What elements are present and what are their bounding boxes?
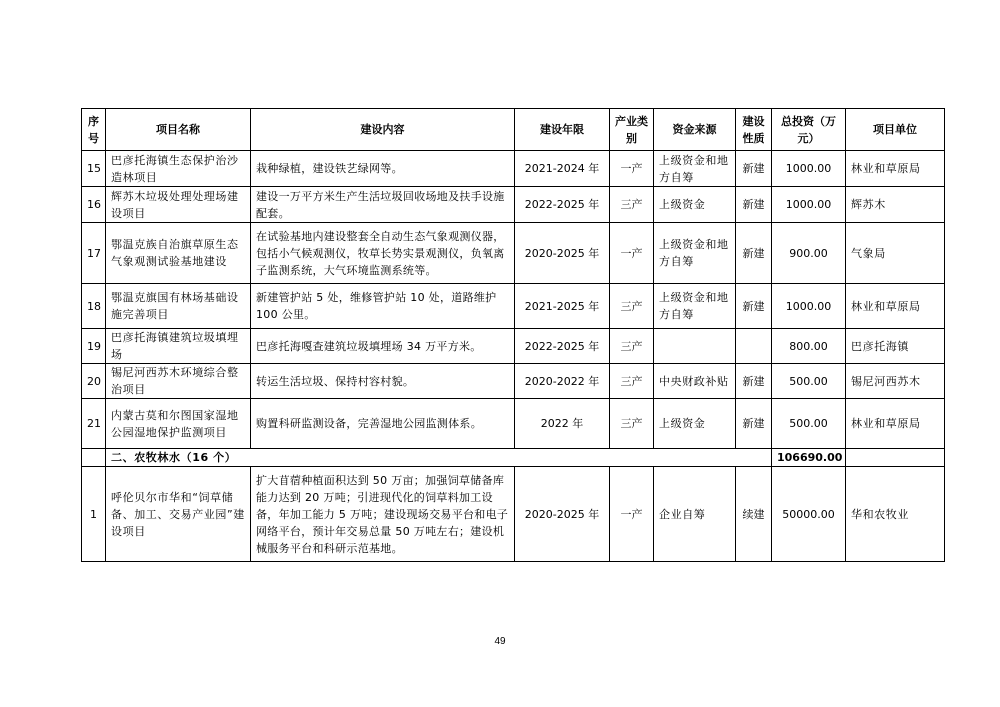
cell-seq: 18 [82, 284, 106, 329]
header-row [82, 109, 945, 151]
cell-industry: 三产 [610, 187, 654, 223]
cell-content: 扩大苜蓿种植面积达到 50 万亩；加强饲草储备库能力达到 20 万吨；引进现代化的饲草料加工设备，年加工能力 5 万吨；建设现场交易平台和电子网络平台，预计年交易总量 50 万吨左右；建设机械服务平台和科研示范基地。 [251, 467, 515, 562]
cell-seq: 20 [82, 364, 106, 399]
cell-name: 巴彦托海镇建筑垃圾填埋场 [106, 329, 251, 364]
cell-nature: 新建 [736, 223, 772, 284]
page-number: 49 [494, 636, 506, 647]
cell-unit: 林业和草原局 [846, 284, 945, 329]
cell-investment: 50000.00 [772, 467, 846, 562]
cell-nature: 新建 [736, 151, 772, 187]
cell-funding: 上级资金 [654, 187, 736, 223]
cell-period: 2022 年 [515, 399, 610, 449]
section-unit-cell [846, 449, 945, 467]
header-seq: 序号 [82, 109, 106, 151]
cell-content: 在试验基地内建设整套全自动生态气象观测仪器，包括小气候观测仪，牧草长势实景观测仪，负氧离子监测系统，大气环境监测系统等。 [251, 223, 515, 284]
table-row [82, 467, 945, 562]
cell-nature: 新建 [736, 399, 772, 449]
table-row [82, 329, 945, 364]
cell-unit: 华和农牧业 [846, 467, 945, 562]
cell-investment: 900.00 [772, 223, 846, 284]
cell-industry: 三产 [610, 399, 654, 449]
cell-nature: 新建 [736, 187, 772, 223]
cell-content: 巴彦托海嘎查建筑垃圾填埋场 34 万平方米。 [251, 329, 515, 364]
cell-period: 2020-2025 年 [515, 223, 610, 284]
cell-nature: 新建 [736, 364, 772, 399]
cell-name: 巴彦托海镇生态保护治沙造林项目 [106, 151, 251, 187]
cell-seq: 16 [82, 187, 106, 223]
cell-unit: 林业和草原局 [846, 151, 945, 187]
cell-seq: 1 [82, 467, 106, 562]
cell-unit: 锡尼河西苏木 [846, 364, 945, 399]
cell-industry: 一产 [610, 223, 654, 284]
table-row [82, 284, 945, 329]
table-row [82, 223, 945, 284]
cell-industry: 三产 [610, 284, 654, 329]
cell-content: 新建管护站 5 处，维修管护站 10 处，道路维护 100 公里。 [251, 284, 515, 329]
header-funding: 资金来源 [654, 109, 736, 151]
cell-funding [654, 329, 736, 364]
cell-investment: 1000.00 [772, 187, 846, 223]
cell-name: 锡尼河西苏木环境综合整治项目 [106, 364, 251, 399]
cell-content: 栽种绿植，建设铁艺绿网等。 [251, 151, 515, 187]
cell-content: 建设一万平方米生产生活垃圾回收场地及扶手设施配套。 [251, 187, 515, 223]
cell-funding: 上级资金和地方自筹 [654, 284, 736, 329]
cell-unit: 巴彦托海镇 [846, 329, 945, 364]
cell-period: 2022-2025 年 [515, 187, 610, 223]
cell-funding: 上级资金 [654, 399, 736, 449]
cell-investment: 500.00 [772, 399, 846, 449]
section-total: 106690.00 [772, 449, 846, 467]
cell-unit: 气象局 [846, 223, 945, 284]
cell-investment: 800.00 [772, 329, 846, 364]
cell-period: 2020-2022 年 [515, 364, 610, 399]
cell-funding: 企业自筹 [654, 467, 736, 562]
cell-period: 2022-2025 年 [515, 329, 610, 364]
cell-unit: 林业和草原局 [846, 399, 945, 449]
cell-nature [736, 329, 772, 364]
header-nature: 建设性质 [736, 109, 772, 151]
header-period: 建设年限 [515, 109, 610, 151]
cell-name: 呼伦贝尔市华和“饲草储备、加工、交易产业园”建设项目 [106, 467, 251, 562]
cell-name: 辉苏木垃圾处理处理场建设项目 [106, 187, 251, 223]
section-title: 二、农牧林水（16 个） [106, 449, 772, 467]
cell-nature: 新建 [736, 284, 772, 329]
cell-industry: 三产 [610, 329, 654, 364]
cell-funding: 上级资金和地方自筹 [654, 151, 736, 187]
cell-seq: 19 [82, 329, 106, 364]
cell-period: 2021-2025 年 [515, 284, 610, 329]
header-unit: 项目单位 [846, 109, 945, 151]
cell-period: 2020-2025 年 [515, 467, 610, 562]
cell-seq: 21 [82, 399, 106, 449]
cell-investment: 1000.00 [772, 284, 846, 329]
cell-seq: 15 [82, 151, 106, 187]
table-row [82, 399, 945, 449]
cell-unit: 辉苏木 [846, 187, 945, 223]
cell-industry: 三产 [610, 364, 654, 399]
cell-name: 鄂温克旗国有林场基础设施完善项目 [106, 284, 251, 329]
cell-content: 购置科研监测设备，完善湿地公园监测体系。 [251, 399, 515, 449]
cell-industry: 一产 [610, 151, 654, 187]
cell-industry: 一产 [610, 467, 654, 562]
cell-name: 鄂温克族自治旗草原生态气象观测试验基地建设 [106, 223, 251, 284]
cell-content: 转运生活垃圾、保持村容村貌。 [251, 364, 515, 399]
section-row [82, 449, 945, 467]
table-row [82, 187, 945, 223]
cell-nature: 续建 [736, 467, 772, 562]
cell-funding: 上级资金和地方自筹 [654, 223, 736, 284]
header-name: 项目名称 [106, 109, 251, 151]
cell-funding: 中央财政补贴 [654, 364, 736, 399]
header-content: 建设内容 [251, 109, 515, 151]
table-row [82, 151, 945, 187]
header-industry: 产业类别 [610, 109, 654, 151]
project-table [81, 108, 945, 562]
cell-name: 内蒙古莫和尔图国家湿地公园湿地保护监测项目 [106, 399, 251, 449]
header-investment: 总投资（万元） [772, 109, 846, 151]
cell-investment: 500.00 [772, 364, 846, 399]
cell-investment: 1000.00 [772, 151, 846, 187]
section-seq-cell [82, 449, 106, 467]
table-row [82, 364, 945, 399]
cell-seq: 17 [82, 223, 106, 284]
cell-period: 2021-2024 年 [515, 151, 610, 187]
